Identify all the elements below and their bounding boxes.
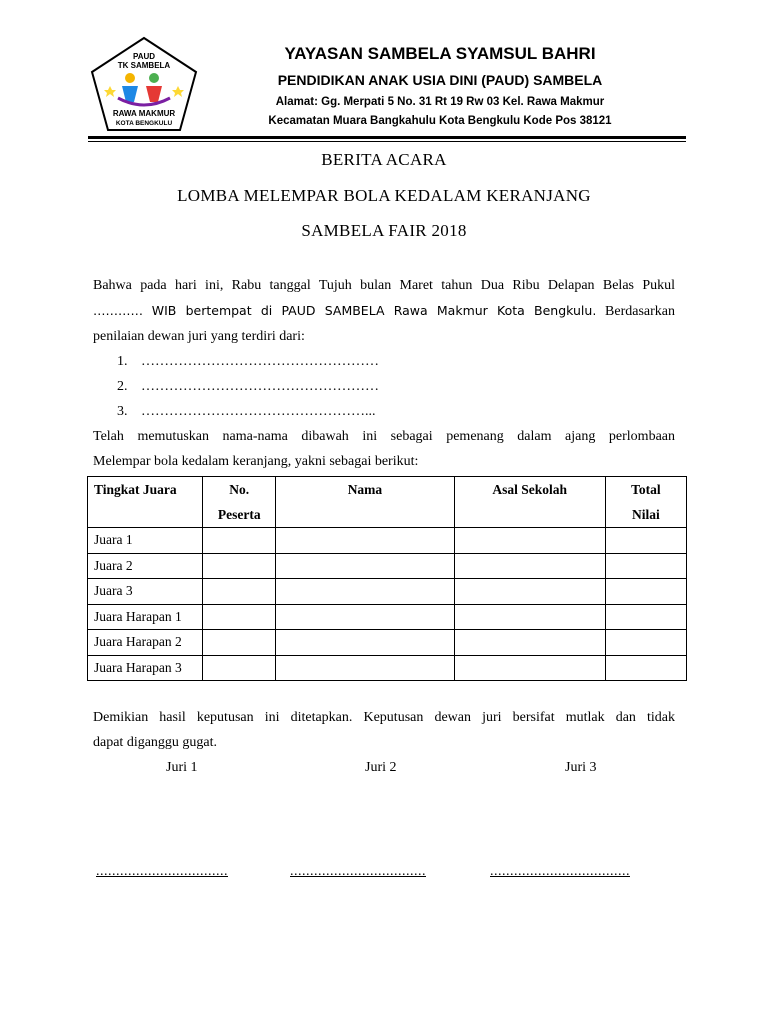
row-label: Juara 1 [88, 528, 203, 554]
juri-1-label: Juri 1 [166, 760, 198, 775]
table-row [88, 553, 687, 579]
intro-location: WIB bertempat di PAUD SAMBELA Rawa Makmur Kota Bengkulu. [151, 303, 597, 318]
intro-berdasarkan: Berdasarkan [605, 304, 676, 319]
table-row [88, 630, 687, 656]
title-lomba: LOMBA MELEMPAR BOLA KEDALAM KERANJANG [177, 186, 591, 205]
jury-list-item: 1. …………………………………………… [117, 354, 379, 369]
letterhead-rule-thick [88, 136, 686, 139]
closing-line1: Demikian hasil keputusan ini ditetapkan. Keputusan dewan juri bersifat mutlak dan tidak [93, 710, 675, 725]
logo-text-bottom: RAWA MAKMUR [112, 109, 176, 118]
table-row [88, 655, 687, 681]
org-address-line1: Alamat: Gg. Merpati 5 No. 31 Rt 19 Rw 03 Kel. Rawa Makmur [275, 96, 605, 108]
juri-2-label: Juri 2 [365, 760, 397, 775]
header-total-nilai: Total Nilai [605, 477, 686, 528]
paud-sambela-logo [88, 34, 200, 134]
intro-line2 [93, 298, 675, 324]
letterhead-rule-thin [88, 141, 686, 142]
table-row [88, 528, 687, 554]
decision-paragraph [93, 424, 675, 474]
closing-paragraph [93, 705, 675, 755]
signature-line-juri-1: ................................. [96, 864, 228, 879]
table-row [88, 604, 687, 630]
decision-line1: Telah memutuskan nama-nama dibawah ini sebagai pemenang dalam ajang perlombaan [93, 429, 675, 444]
org-subtitle: PENDIDIKAN ANAK USIA DINI (PAUD) SAMBELA [277, 72, 603, 88]
logo-text-top2: TK SAMBELA [117, 61, 171, 70]
org-address-line2: Kecamatan Muara Bangkahulu Kota Bengkulu Kode Pos 38121 [268, 115, 612, 127]
intro-line1: Bahwa pada hari ini, Rabu tanggal Tujuh bulan Maret tahun Dua Ribu Delapan Belas Pukul [93, 278, 675, 293]
row-label: Juara Harapan 2 [88, 630, 203, 656]
row-label: Juara Harapan 3 [88, 655, 203, 681]
row-label: Juara Harapan 1 [88, 604, 203, 630]
logo-text-bottom2: KOTA BENGKULU [115, 120, 173, 127]
juri-3-label: Juri 3 [565, 760, 597, 775]
header-no-peserta: No. Peserta [203, 477, 276, 528]
closing-line2: dapat diganggu gugat. [93, 735, 218, 750]
table-header-row [88, 477, 687, 528]
title-sambela-fair: SAMBELA FAIR 2018 [301, 221, 467, 240]
header-asal-sekolah: Asal Sekolah [454, 477, 605, 528]
row-label: Juara 2 [88, 553, 203, 579]
intro-paragraph [93, 273, 675, 349]
time-blank: ………… [93, 303, 143, 318]
header-tingkat-juara: Tingkat Juara [88, 477, 203, 528]
winners-table [87, 476, 687, 681]
jury-list-item: 3. …………………………………………... [117, 404, 376, 419]
jury-list-item: 2. …………………………………………… [117, 379, 379, 394]
intro-line3: penilaian dewan juri yang terdiri dari: [93, 329, 305, 344]
org-name: YAYASAN SAMBELA SYAMSUL BAHRI [284, 44, 596, 63]
row-label: Juara 3 [88, 579, 203, 605]
title-berita-acara: BERITA ACARA [321, 150, 447, 169]
signature-line-juri-3: ................................... [490, 864, 630, 879]
jury-list [117, 349, 379, 424]
logo-text-top: PAUD [132, 52, 156, 61]
decision-line2: Melempar bola kedalam keranjang, yakni sebagai berikut: [93, 454, 419, 469]
header-nama: Nama [276, 477, 454, 528]
signature-line-juri-2: .................................. [290, 864, 426, 879]
table-row [88, 579, 687, 605]
